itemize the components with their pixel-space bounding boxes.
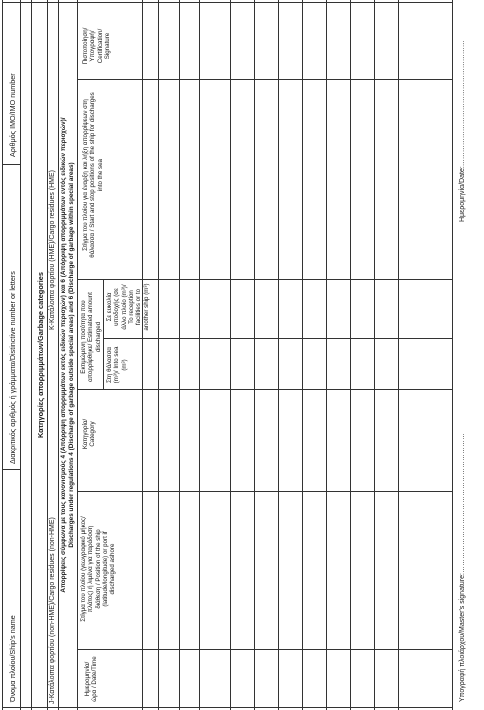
group-j-label: J-Κατάλοιπα φορτίου (non-HME)/Cargo residues (non-HME) bbox=[49, 517, 56, 704]
row-line bbox=[398, 0, 399, 710]
rule-col-split bbox=[77, 389, 453, 390]
rule-col-split bbox=[77, 649, 453, 650]
rule-ship-row bbox=[20, 0, 21, 710]
row-line bbox=[199, 0, 200, 710]
row-line bbox=[179, 0, 180, 710]
rule-groups bbox=[47, 0, 48, 710]
group-k-label: K-Κατάλοιπα φορτίου (HME)/Cargo residues (HME) bbox=[49, 169, 56, 330]
row-line bbox=[254, 0, 255, 710]
col-category: Κατηγορία/ Category bbox=[82, 418, 97, 450]
discharge-heading-line2: Discharges under regulations 4 (Discharge of garbage outside special areas) and 6 (Discharge of garbage within special areas) bbox=[68, 162, 75, 548]
rule-top bbox=[2, 0, 3, 710]
row-line bbox=[158, 0, 159, 710]
rule-col-split bbox=[77, 79, 453, 80]
col-position: Στίγμα του πλοίου (γεωγραφικό μήκος/πλάτος) ή λιμένα για παράδοση διάθεση / Position of the ship (latitude/longitude) or port if discharged ashore bbox=[80, 516, 117, 622]
imo-number-label: Αριθμός IMO/IMO number bbox=[8, 73, 17, 157]
master-signature-line: Υπογραφή πλοιάρχου/Master's signature:…………………………………………………… bbox=[459, 433, 466, 702]
rule-ship-split bbox=[2, 164, 20, 165]
row-line bbox=[302, 0, 303, 710]
rule-colhead bbox=[77, 0, 78, 710]
ship-name-label: Όνομα πλοίου/Ship's name bbox=[8, 615, 17, 702]
rule-col-split bbox=[77, 491, 453, 492]
rule-title bbox=[31, 0, 32, 710]
row-line bbox=[230, 0, 231, 710]
rule-amount-sub bbox=[103, 338, 453, 339]
col-certification: Πιστοποίηση/ Υπογραφή/ Certification/ Signature bbox=[82, 27, 111, 65]
row-line bbox=[326, 0, 327, 710]
rule-left bbox=[2, 707, 453, 708]
col-into-sea: Στη θάλασσα (m³)/ Into sea (m³) bbox=[106, 346, 128, 384]
row-line bbox=[350, 0, 351, 710]
col-to-reception: Σε ευκολία υποδοχής (σε άλλο πλοίο (m³)/ To reception facilities or to another ship (m³) bbox=[106, 283, 150, 331]
col-date-time: Ημερομηνία/ώρα / Date/Time bbox=[84, 656, 99, 702]
form-title: Κατηγορίες απορριμμάτων/Garbage categories bbox=[36, 272, 45, 438]
col-estimated-amount: Εκτιμώμενη ποσότητα που απορρίφθηκε/ Estimated amount discharged bbox=[80, 292, 102, 382]
date-line: Ημερομηνία/Date:……………………………………………… bbox=[459, 40, 466, 222]
rule-amount-split bbox=[103, 280, 104, 390]
rule-col-split bbox=[77, 279, 453, 280]
rule-body-top bbox=[142, 0, 143, 710]
row-line bbox=[278, 0, 279, 710]
distinctive-number-label: Διακριτικός αριθμός ή γράμματα/Distinctive number or letters bbox=[8, 271, 17, 464]
col-start-stop: Στίγμα του πλοίου για έναρξη και λήξη απορρίψεων στη θάλασσα / Start and stop positions of the ship for discharges into the sea bbox=[82, 92, 104, 258]
rule-discharge bbox=[58, 0, 59, 710]
rule-right bbox=[2, 2, 453, 3]
rule-ship-split bbox=[2, 469, 20, 470]
rule-table-bottom bbox=[452, 0, 453, 710]
discharge-heading-line1: Απορρίψεις σύμφωνα με τους κανονισμούς 4 (Απόρριψη απορριμμάτων εκτός ειδικών περιοχών) και 6 (Απόρριψη απορριμμάτων εντός ειδικών περιοχών)/ bbox=[60, 117, 67, 593]
row-line bbox=[374, 0, 375, 710]
